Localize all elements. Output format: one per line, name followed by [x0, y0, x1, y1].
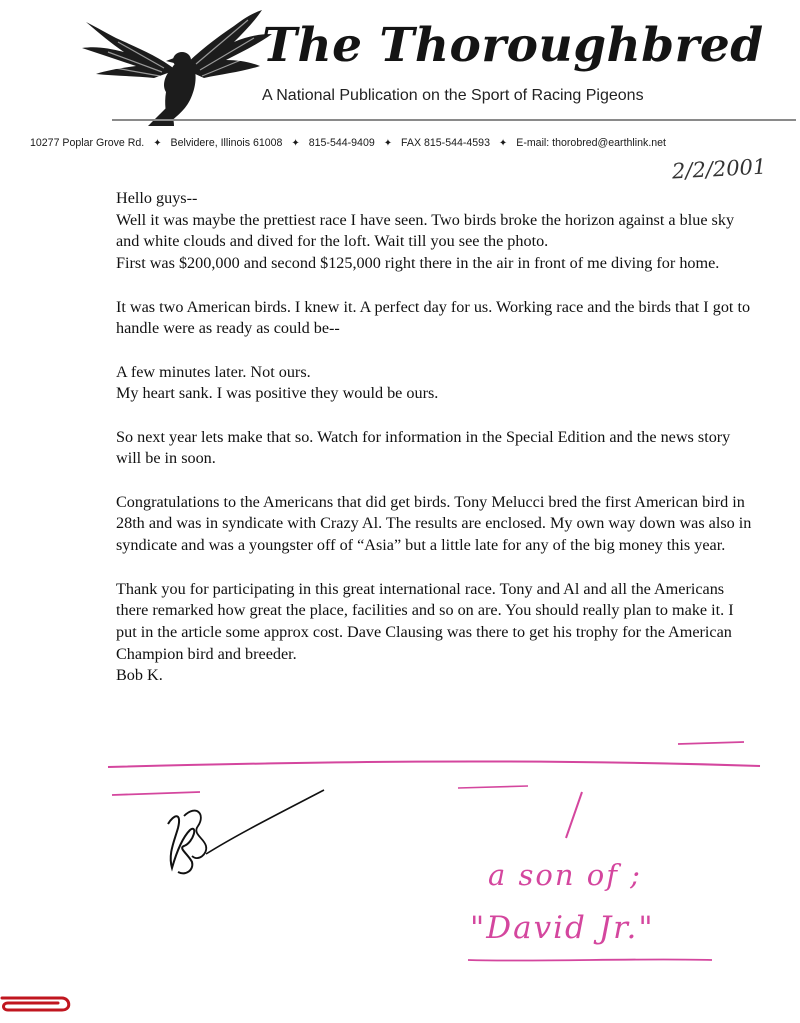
paragraph-heart-sank: My heart sank. I was positive they would be ours.: [116, 384, 439, 403]
contact-line: [30, 137, 666, 149]
paragraph-prize-amounts: First was $200,000 and second $125,000 right there in the air in front of me diving for home.: [116, 254, 720, 273]
publication-tagline: A National Publication on the Sport of Racing Pigeons: [262, 87, 644, 104]
handwritten-note-line-2: "David Jr.": [470, 910, 655, 946]
signoff: Bob K.: [116, 666, 163, 685]
separator-star-icon: ✦: [498, 138, 508, 149]
greeting: Hello guys--: [116, 189, 198, 207]
publication-title: The Thoroughbred: [262, 18, 764, 73]
paragraph-next-year: So next year lets make that so. Watch for information in the Special Edition and the news story will be in soon.: [116, 427, 731, 468]
paper-clip-icon: [0, 990, 76, 1014]
email-address: E-mail: thorobred@earthlink.net: [516, 137, 666, 149]
paragraph-congratulations: Congratulations to the Americans that did get birds. Tony Melucci bred the first American bird in 28th and was in syndicate with Crazy Al. The results are enclosed. My own way down was also in syndicate and was a youngster off of “Asia” but a little late for any of the big money this year.: [116, 492, 752, 555]
phone-number: 815-544-9409: [308, 137, 375, 149]
separator-star-icon: ✦: [153, 138, 162, 149]
paragraph-few-minutes-later: A few minutes later. Not ours.: [116, 362, 311, 381]
signature: [148, 784, 338, 884]
city-state-zip: Belvidere, Illinois 61008: [170, 137, 283, 149]
header-divider: [112, 119, 796, 121]
street-address: 10277 Poplar Grove Rd.: [30, 137, 145, 149]
handwritten-note-line-1: a son of ;: [488, 858, 642, 892]
fax-number: FAX 815-544-4593: [401, 137, 490, 149]
handwritten-date: 2/2/2001: [671, 154, 767, 184]
pigeon-logo-icon: [78, 8, 278, 126]
separator-star-icon: ✦: [383, 138, 393, 149]
paragraph-thank-you: Thank you for participating in this great international race. Tony and Al and all the Americans there remarked how great the place, facilities and so on are. You should really plan to make it. I put in the article some approx cost. Dave Clausing was there to get his trophy for the American Champion bird and breeder.: [116, 579, 734, 663]
separator-star-icon: ✦: [291, 138, 300, 149]
letter-body: [116, 188, 756, 687]
paragraph-american-birds: It was two American birds. I knew it. A perfect day for us. Working race and the birds that I got to handle were as ready as could be--: [116, 297, 751, 338]
paragraph-race-description: Well it was maybe the prettiest race I have seen. Two birds broke the horizon against a blue sky and white clouds and dived for the loft. Wait till you see the photo.: [116, 210, 735, 251]
